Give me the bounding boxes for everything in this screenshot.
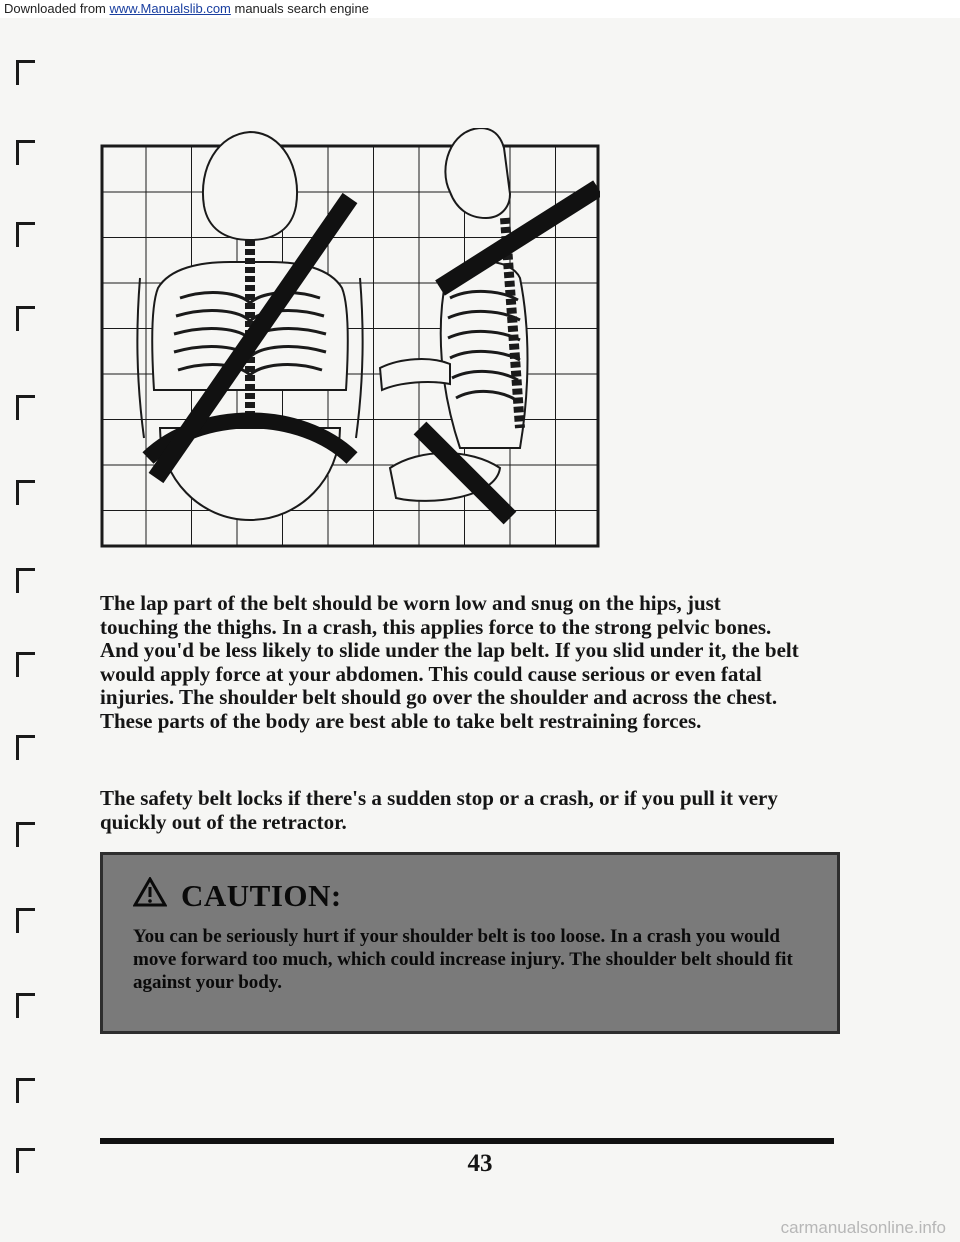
margin-mark [16,222,35,247]
margin-mark [16,60,35,85]
header-prefix: Downloaded from [4,1,110,16]
header-suffix: manuals search engine [230,1,369,16]
margin-mark [16,568,35,593]
seat-belt-illustration [100,128,600,548]
page-rule [100,1138,834,1144]
page-number: 43 [467,1150,493,1177]
margin-mark [16,652,35,677]
belt-lock-paragraph: The safety belt locks if there's a sudden stop or a crash, or if you pull it very quickly out of the retractor. [100,786,778,834]
skeleton-belt-figure [100,128,600,548]
margin-mark [16,1078,35,1103]
margin-mark [16,395,35,420]
caution-heading [133,877,837,915]
binding-margin-marks [0,0,80,1242]
margin-mark [16,822,35,847]
download-header [0,0,960,18]
warning-triangle-icon [133,877,167,915]
margin-mark [16,306,35,331]
manualslib-link[interactable]: www.Manualslib.com [109,1,231,16]
margin-mark [16,480,35,505]
margin-mark [16,140,35,165]
margin-mark [16,735,35,760]
caution-text: You can be seriously hurt if your shoulder belt is too loose. In a crash you would move forward too much, which could increase injury. The shoulder belt should fit against your body. [133,926,793,993]
lap-belt-paragraph: The lap part of the belt should be worn low and snug on the hips, just touching the thighs. In a crash, this applies force to the strong pelvic bones. And you'd be less likely to slide under the lap belt. If you slid under it, the belt would apply force at your abdomen. This could cause serious or even fatal injuries. The shoulder belt should go over the shoulder and across the chest. These parts of the body are best able to take belt restraining forces. [100,591,799,733]
margin-mark [16,993,35,1018]
caution-title: CAUTION: [181,878,342,913]
caution-box [100,852,840,1034]
front-head [203,132,297,240]
margin-mark [16,908,35,933]
watermark: carmanualsonline.info [780,1218,946,1237]
